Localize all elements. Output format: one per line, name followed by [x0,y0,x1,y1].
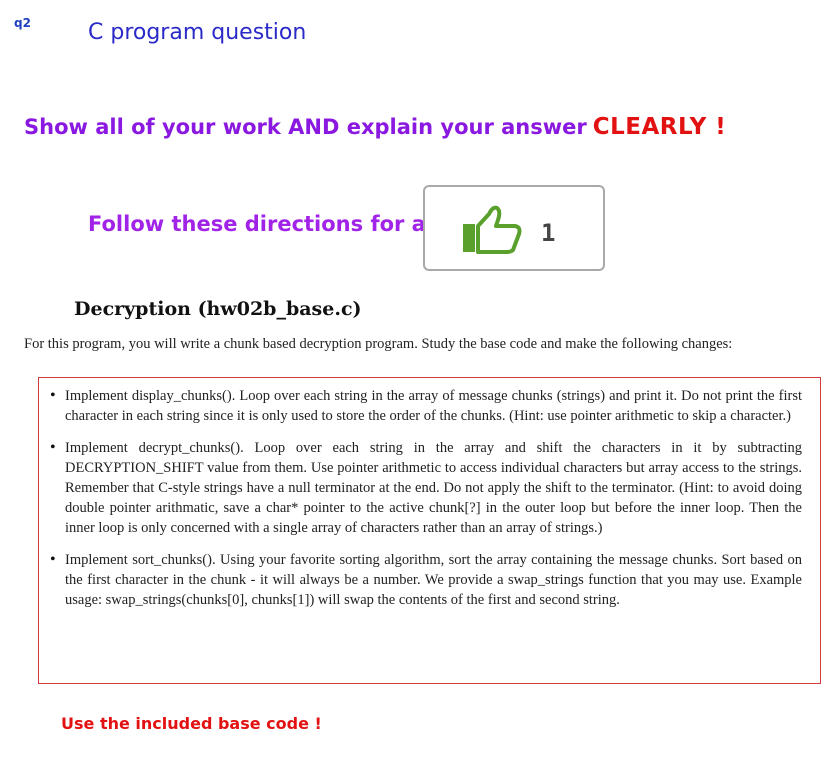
instruction-line [24,114,726,140]
requirements-list [39,378,820,610]
like-count: 1 [541,219,556,247]
list-item: • Implement decrypt_chunks(). Loop over each string in the array and shift the characters in it by subtracting DECRYPTION_SHIFT value from them. Use pointer arithmetic to access individual characters but array access to the strings. Remember that C-style strings have a null terminator at the end. Do not apply the shift to the terminator. (Hint: to avoid doing double pointer arithmatic, save a char* pointer to the active chunk[?] in the outer loop but before the inner loop. Then the inner loop is only concerned with a single array of characters rather than an array of strings.) [65,438,802,538]
like-button[interactable] [423,185,605,271]
list-item: • Implement sort_chunks(). Using your favorite sorting algorithm, sort the array containing the message chunks. Sort based on the first character in the chunk - it will always be a number. We provide a swap_strings function that you may use. Example usage: swap_strings(chunks[0], chunks[1]) will swap the contents of the first and second string. [65,550,802,610]
thumbs-up-icon [461,204,523,254]
instruction-emphasis: CLEARLY ! [592,114,727,140]
footer-note: Use the included base code ! [61,714,322,733]
question-label: q2 [14,16,31,30]
page-title: C program question [88,20,307,45]
section-title: Decryption (hw02b_base.c) [74,298,362,320]
follow-directions-text: Follow these directions for a [88,212,426,236]
requirements-box [38,377,821,684]
instruction-text: Show all of your work AND explain your answer [24,115,587,139]
list-item: • Implement display_chunks(). Loop over each string in the array of message chunks (strings) and print it. Do not print the first character in each string since it is only used to store the order of the chunks. (Hint: use pointer arithmetic to skip a character.) [65,386,802,426]
intro-paragraph: For this program, you will write a chunk based decryption program. Study the base code and make the following changes: [24,336,733,352]
